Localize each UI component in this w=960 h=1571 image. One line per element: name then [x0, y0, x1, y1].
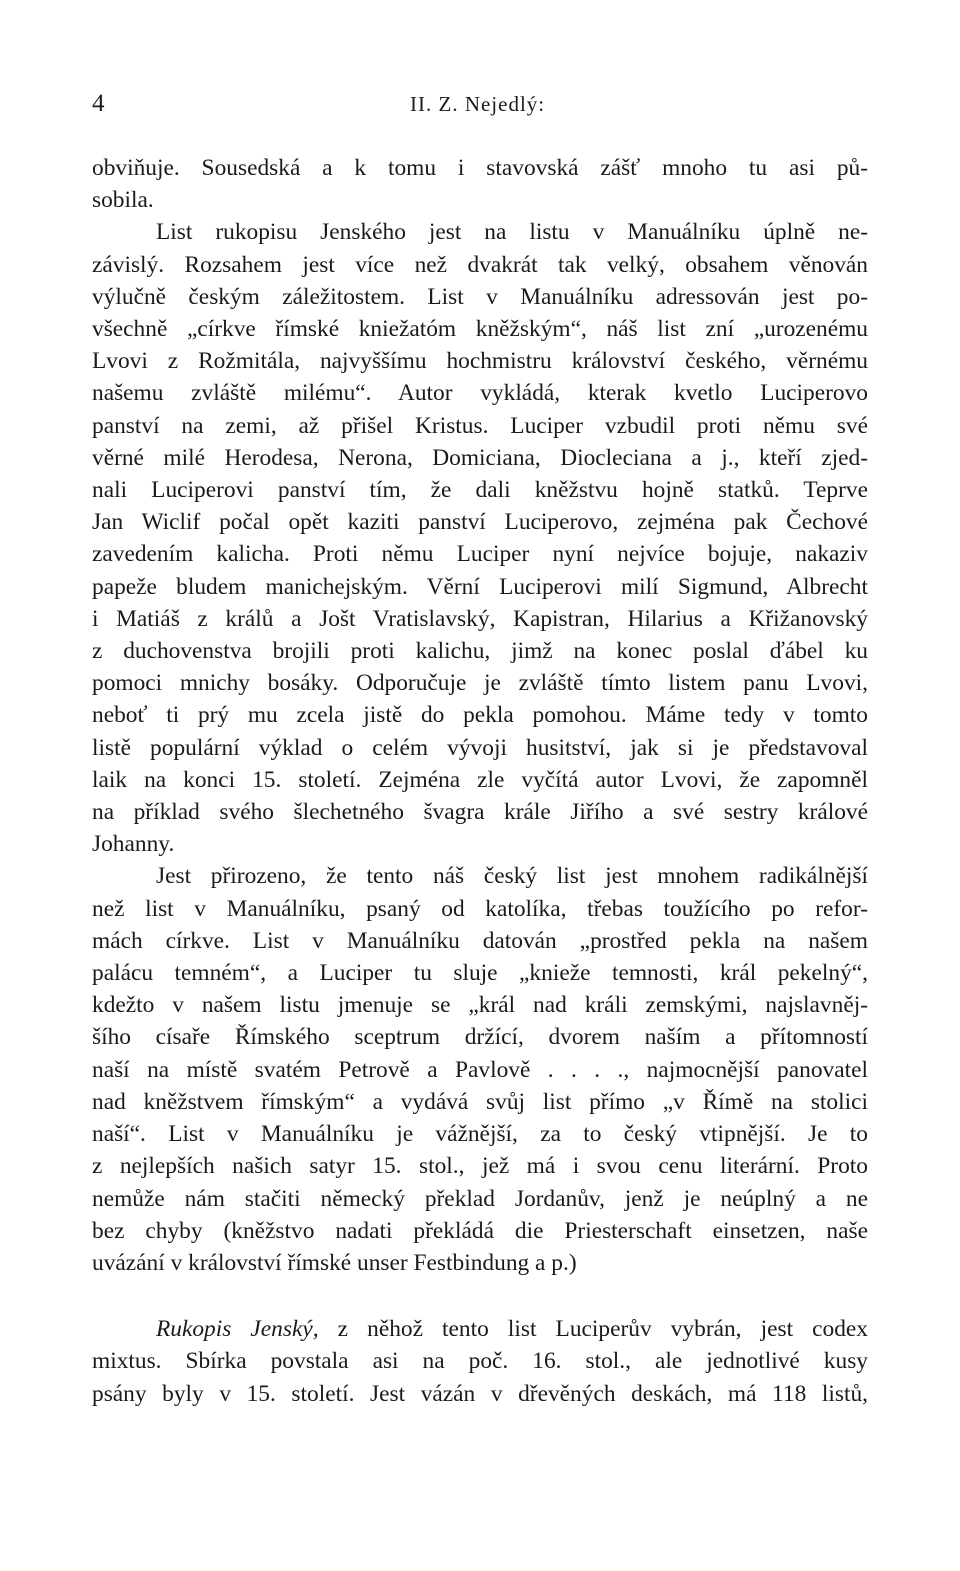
text-line: listě populární výklad o celém vývoji husitství, jak si je představoval [92, 734, 868, 761]
text-line: nali Luciperovi panství tím, že dali kněžstvu hojně statků. Teprve [92, 477, 868, 504]
text-line: naší“. List v Manuálníku je vážnější, za to český vtipnější. Je to [92, 1121, 868, 1148]
text-line: našemu zvláště milému“. Autor vykládá, kterak kvetlo Luciperovo [92, 380, 868, 407]
text-line: laik na konci 15. století. Zejména zle vyčítá autor Lvovi, že zapomněl [92, 766, 868, 793]
body-text [92, 152, 868, 1410]
text-line: závislý. Rozsahem jest více než dvakrát tak velký, obsahem věnován [92, 251, 868, 278]
text-line: z duchovenstva brojili proti kalichu, jimž na konec poslal ďábel ku [92, 638, 868, 665]
page-header [92, 90, 868, 126]
text-line: Jest přirozeno, že tento náš český list jest mnohem radikálnější [156, 863, 868, 890]
text-line: uvázání v království římské unser Festbindung a p.) [92, 1249, 577, 1276]
text-line: psány byly v 15. století. Jest vázán v dřevěných deskách, má 118 listů, [92, 1380, 868, 1407]
text-line: kdežto v našem listu jmenuje se „král nad králi zemskými, najslavněj- [92, 992, 868, 1019]
text-line: i Matiáš z králů a Jošt Vratislavský, Kapistran, Hilarius a Křižanovský [92, 605, 868, 632]
page-number: 4 [92, 90, 105, 117]
paragraph-gap [92, 1279, 868, 1313]
text-line: bez chyby (kněžstvo nadati překládá die Priesterschaft einsetzen, naše [92, 1217, 868, 1244]
text-line: šího císaře Římského sceptrum držící, dvorem naším a přítomností [92, 1024, 868, 1051]
text-line: Johanny. [92, 831, 175, 858]
text-line: Lvovi z Rožmitála, najvyššímu hochmistru království českého, věrnému [92, 348, 868, 375]
manuscript-title: Rukopis Jenský, [156, 1316, 319, 1343]
text-line: nad kněžstvem římským“ a vydává svůj list přímo „v Římě na stolici [92, 1088, 868, 1115]
text-line: List rukopisu Jenského jest na listu v Manuálníku úplně ne- [156, 219, 868, 246]
text-line: výlučně českým záležitostem. List v Manuálníku adressován jest po- [92, 283, 868, 310]
paragraph-1 [92, 152, 868, 216]
text-line: Jan Wiclif počal opět kaziti panství Luciperovo, zejména pak Čechové [92, 509, 868, 536]
text-line: panství na zemi, až přišel Kristus. Luciper vzbudil proti němu své [92, 412, 868, 439]
text-line: neboť ti prý mu zcela jistě do pekla pomohou. Máme tedy v tomto [92, 702, 868, 729]
text-line: zavedením kalicha. Proti němu Luciper nyní nejvíce bojuje, nakaziv [92, 541, 868, 568]
text-line: sobila. [92, 187, 154, 214]
text-line: na příklad svého šlechetného švagra krále Jiřího a své sestry králové [92, 799, 868, 826]
text-line-rest: z něhož tento list Luciperův vybrán, jest codex [318, 1316, 868, 1343]
text-line: palácu temném“, a Luciper tu sluje „knieže temnosti, král pekelný“, [92, 960, 868, 987]
paragraph-4 [92, 1313, 868, 1410]
text-line: mách církve. List v Manuálníku datován „prostřed pekla na našem [92, 927, 868, 954]
paragraph-3 [92, 860, 868, 1279]
text-line: všechně „církve římské kniežatóm kněžským“, náš list zní „urozenému [92, 316, 868, 343]
text-line: papeže bludem manichejským. Věrní Luciperovi milí Sigmund, Albrecht [92, 573, 868, 600]
text-line [92, 1313, 868, 1345]
running-head: II. Z. Nejedlý: [410, 92, 546, 116]
text-line: pomoci mnichy bosáky. Odporučuje je zvláště tímto listem panu Lvovi, [92, 670, 868, 697]
text-line: věrné milé Herodesa, Nerona, Domiciana, Diocleciana a j., kteří zjed- [92, 444, 868, 471]
text-line: nemůže nám stačiti německý překlad Jordanův, jenž je neúplný a ne [92, 1185, 868, 1212]
text-line: z nejlepších našich satyr 15. stol., jež má i svou cenu literární. Proto [92, 1153, 868, 1180]
text-line: obviňuje. Sousedská a k tomu i stavovská zášť mnoho tu asi pů- [92, 155, 868, 181]
text-line: mixtus. Sbírka povstala asi na poč. 16. stol., ale jednotlivé kusy [92, 1348, 868, 1375]
paragraph-2 [92, 216, 868, 860]
text-line: naší na místě svatém Petrově a Pavlově . . . ., najmocnější panovatel [92, 1056, 868, 1083]
text-line: než list v Manuálníku, psaný od katolíka, třebas toužícího po refor- [92, 895, 868, 922]
